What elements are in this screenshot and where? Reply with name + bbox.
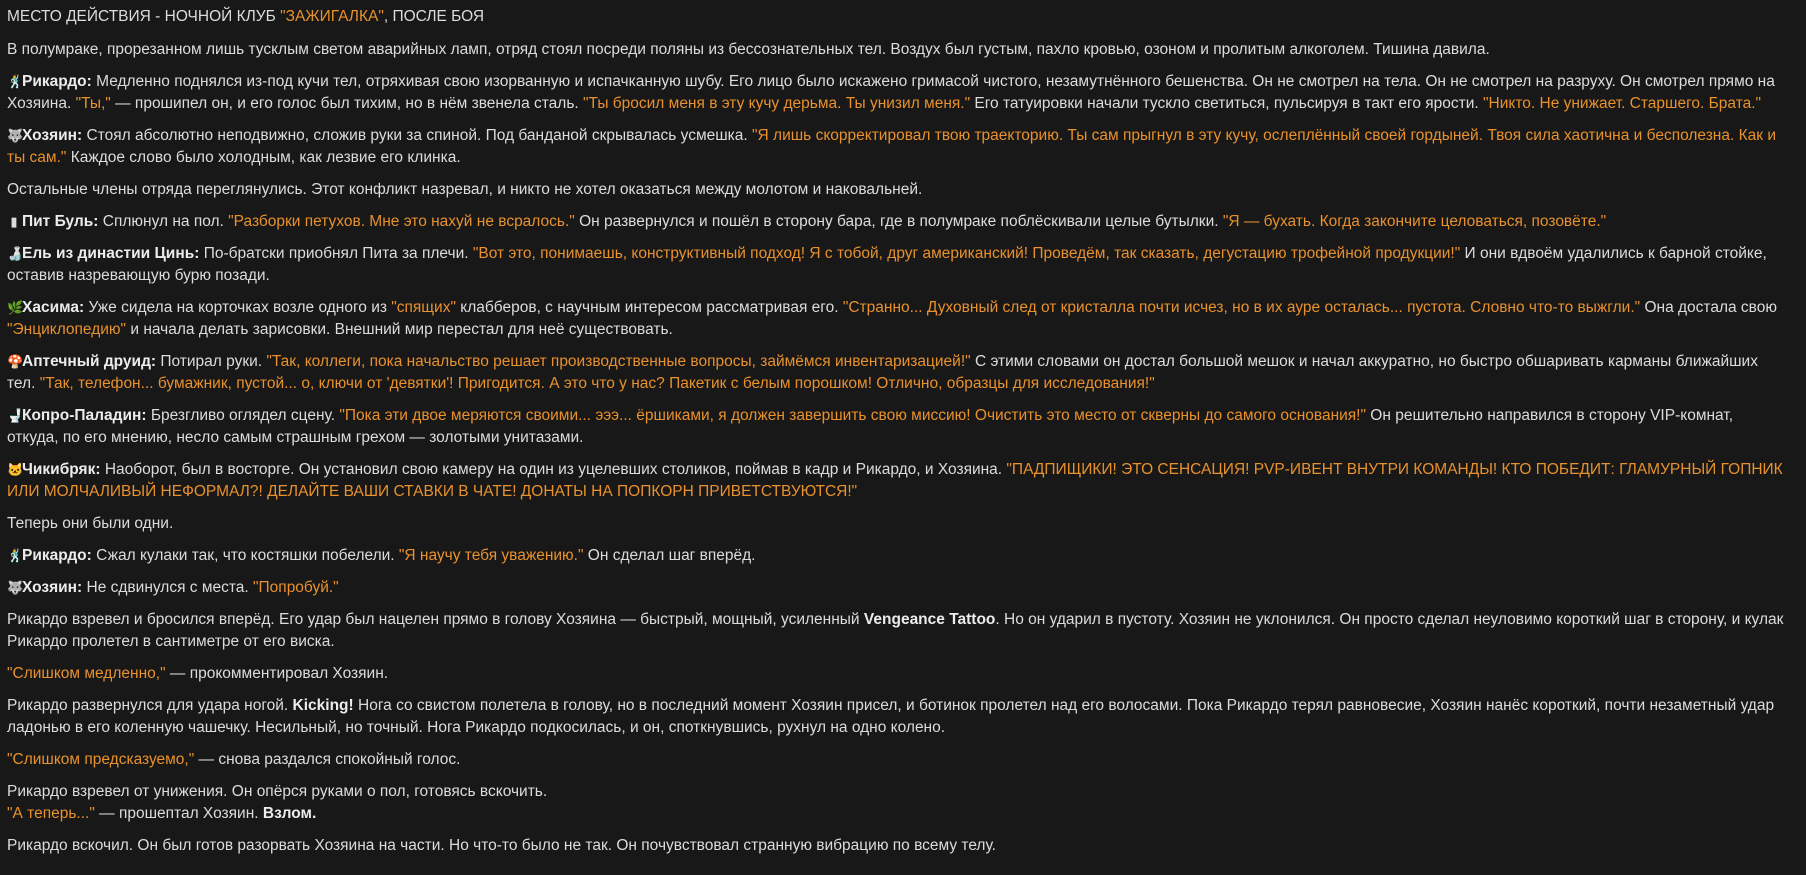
dialogue-quote: "Никто. Не унижает. Старшего. Брата.": [1483, 95, 1762, 112]
mushroom-icon: 🍄: [7, 354, 24, 369]
narration-text: Уже сидела на корточках возле одного из: [84, 299, 392, 316]
wolf-icon: 🐺: [7, 580, 24, 595]
story-paragraph: [7, 351, 1787, 395]
story-paragraph: [7, 459, 1787, 503]
bold-text: Рикардо:: [22, 547, 92, 564]
dialogue-quote: "Я лишь скорректировал твою траекторию. Ты сам прыгнул в эту кучу, ослеплённый своей гордыней. Твоя сила хаотична и бесполезна. Как и ты сам.": [7, 127, 1776, 166]
narration-text: — прошептал Хозяин.: [94, 805, 263, 822]
dialogue-quote: "ПАДПИЩИКИ! ЭТО СЕНСАЦИЯ! PVP-ИВЕНТ ВНУТРИ КОМАНДЫ! КТО ПОБЕДИТ: ГЛАМУРНЫЙ ГОПНИК ИЛИ МОЛЧАЛИВЫЙ НЕФОРМАЛ?! ДЕЛАЙТЕ ВАШИ СТАВКИ В ЧАТЕ! ДОНАТЫ НА ПОПКОРН ПРИВЕТСТВУЮТСЯ!": [7, 461, 1783, 500]
bold-text: Ель из династии Цинь:: [22, 245, 200, 262]
bold-text: Vengeance Tattoo: [863, 611, 996, 628]
bold-text: Аптечный друид:: [22, 353, 157, 370]
narration-text: Наоборот, был в восторге. Он установил свою камеру на один из уцелевших столиков, поймав в кадр и Рикардо, и Хозяина.: [100, 461, 1007, 478]
story-paragraph: [7, 545, 1787, 567]
narration-text: и начала делать зарисовки. Внешний мир перестал для неё существовать.: [126, 321, 673, 338]
story-paragraph: [7, 781, 1787, 825]
narration-text: С этими словами он достал большой мешок и начал аккуратно, но быстро обшаривать карманы ближайших тел.: [7, 353, 1758, 392]
dialogue-quote: "Пока эти двое меряются своими... эээ... ёршиками, я должен завершить свою миссию! Очистить это место от скверны до самого основания!": [339, 407, 1366, 424]
bold-text: Хозяин:: [22, 579, 83, 596]
dialogue-quote: "Так, телефон... бумажник, пустой... о, ключи от 'девятки'! Пригодится. А это что у нас? Пакетик с белым порошком! Отлично, образцы для исследования!": [39, 375, 1155, 392]
narration-text: Не сдвинулся с места.: [82, 579, 254, 596]
narration-text: Теперь они были одни.: [7, 515, 174, 532]
narration-text: Он сделал шаг вперёд.: [583, 547, 756, 564]
bold-text: Взлом.: [262, 805, 317, 822]
toilet-icon: 🚽: [7, 408, 24, 423]
bold-text: Рикардо:: [22, 73, 92, 90]
dialogue-quote: "Вот это, понимаешь, конструктивный подход! Я с тобой, друг американский! Проведём, так сказать, дегустацию трофейной продукции!": [472, 245, 1461, 262]
narration-text: Рикардо взревел и бросился вперёд. Его удар был нацелен прямо в голову Хозяина — быстрый, мощный, усиленный: [7, 611, 864, 628]
bold-text: Хасима:: [22, 299, 85, 316]
narration-text: Рикардо вскочил. Он был готов разорвать Хозяина на части. Но что-то было не так. Он почувствовал странную вибрацию по всему телу.: [7, 837, 996, 854]
narration-text: Он развернулся и пошёл в сторону бара, где в полумраке поблёскивали целые бутылки.: [574, 213, 1223, 230]
narration-text: Рикардо развернулся для удара ногой.: [7, 697, 293, 714]
story-paragraph: [7, 71, 1787, 115]
dialogue-quote: "спящих": [391, 299, 456, 316]
dialogue-quote: "Попробуй.": [253, 579, 339, 596]
narration-text: Сжал кулаки так, что костяшки побелели.: [91, 547, 399, 564]
dialogue-quote: "Разборки петухов. Мне это нахуй не всралось.": [228, 213, 575, 230]
dialogue-quote: "Слишком медленно,": [7, 665, 166, 682]
narration-text: Потирал руки.: [156, 353, 267, 370]
narration-text: Остальные члены отряда переглянулись. Этот конфликт назревал, и никто не хотел оказаться между молотом и наковальней.: [7, 181, 923, 198]
narration-text: , ПОСЛЕ БОЯ: [383, 8, 485, 25]
narration-text: Его татуировки начали тускло светиться, пульсируя в такт его ярости.: [970, 95, 1484, 112]
dialogue-quote: "Так, коллеги, пока начальство решает производственные вопросы, займёмся инвентаризацией!": [266, 353, 971, 370]
narration-text: Стоял абсолютно неподвижно, сложив руки за спиной. Под банданой скрывалась усмешка.: [82, 127, 753, 144]
story-paragraph: [7, 405, 1787, 449]
narration-text: Нога со свистом полетела в голову, но в последний момент Хозяин присел, и ботинок пролетел над его волосами. Пока Рикардо терял равновесие, Хозяин нанёс короткий, почти незаметный удар ладонью в его коленную чашечку. Несильный, но точный. Нога Рикардо подкосилась, и он, споткнувшись, рухнул на одно колено.: [7, 697, 1775, 736]
narration-text: Она достала свою: [1640, 299, 1777, 316]
dialogue-quote: "Ты,": [75, 95, 111, 112]
bold-text: Чикибряк:: [22, 461, 101, 478]
narration-text: Он решительно направился в сторону VIP-комнат, откуда, по его мнению, несло самым страшным грехом — золотыми унитазами.: [7, 407, 1733, 446]
story-paragraph: [7, 577, 1787, 599]
narration-text: — снова раздался спокойный голос.: [194, 751, 461, 768]
wolf-icon: 🐺: [7, 128, 24, 143]
story-paragraph: [7, 125, 1787, 169]
dialogue-quote: "Я научу тебя уважению.": [398, 547, 584, 564]
person-dancing-icon: 🕺: [7, 548, 24, 563]
dialogue-quote: "Я — бухать. Когда закончите целоваться, позовёте.": [1222, 213, 1607, 230]
story-paragraph: [7, 609, 1787, 653]
story-paragraph: [7, 663, 1787, 685]
narration-text: — прошипел он, и его голос был тихим, но в нём звенела сталь.: [110, 95, 584, 112]
narration-text: Каждое слово было холодным, как лезвие его клинка.: [66, 149, 461, 166]
narration-text: . Но он ударил в пустоту. Хозяин не уклонился. Он просто сделал неуловимо короткий шаг в сторону, и кулак Рикардо пролетел в сантиметре от его виска.: [7, 611, 1784, 650]
narration-text: Медленно поднялся из-под кучи тел, отряхивая свою изорванную и испачканную шубу. Его лицо было искажено гримасой чистого, незамутнённого бешенства. Он не смотрел на тела. Он не смотрел на разруху. Он смотрел прямо на Хозяина.: [7, 73, 1775, 112]
scene-heading: [7, 6, 1787, 28]
narration-text: И они вдвоём удалились к барной стойке, оставив назревающую бурю позади.: [7, 245, 1767, 284]
story-paragraph: [7, 243, 1787, 287]
sake-icon: 🍶: [7, 246, 24, 261]
story-paragraph: [7, 39, 1787, 61]
story-paragraph: [7, 513, 1787, 535]
narration-text: В полумраке, прорезанном лишь тусклым светом аварийных ламп, отряд стоял посреди поляны из бессознательных тел. Воздух был густым, пахло кровью, озоном и пролитым алкоголем. Тишина давила.: [7, 41, 1490, 58]
story-paragraph: [7, 749, 1787, 771]
narration-text: Сплюнул на пол.: [98, 213, 229, 230]
dialogue-quote: "Странно... Духовный след от кристалла почти исчез, но в их ауре осталась... пустота. Словно что-то выжгли.": [842, 299, 1641, 316]
narration-text: МЕСТО ДЕЙСТВИЯ - НОЧНОЙ КЛУБ: [7, 8, 281, 25]
narration-text: — прокомментировал Хозяин.: [165, 665, 389, 682]
bold-text: Пит Буль:: [22, 213, 99, 230]
dialogue-quote: "ЗАЖИГАЛКА": [280, 8, 384, 25]
story-paragraph: [7, 211, 1787, 233]
story-paragraph: [7, 835, 1787, 857]
herb-icon: 🌿: [7, 300, 24, 315]
bold-text: Kicking!: [292, 697, 354, 714]
bottle-icon: ▮: [10, 214, 18, 229]
dialogue-quote: "Энциклопедию": [7, 321, 127, 338]
narration-text: Рикардо взревел от унижения. Он опёрся руками о пол, готовясь вскочить.: [7, 783, 548, 800]
dialogue-quote: "Слишком предсказуемо,": [7, 751, 195, 768]
dialogue-quote: "Ты бросил меня в эту кучу дерьма. Ты унизил меня.": [583, 95, 971, 112]
bold-text: Копро-Паладин:: [22, 407, 147, 424]
dialogue-quote: "А теперь...": [7, 805, 95, 822]
bold-text: Хозяин:: [22, 127, 83, 144]
story-paragraph: [7, 695, 1787, 739]
story-paragraph: [7, 297, 1787, 341]
cat-icon: 🐱: [7, 462, 24, 477]
narration-text: По-братски приобнял Пита за плечи.: [199, 245, 473, 262]
story-paragraph: [7, 179, 1787, 201]
narration-text: клабберов, с научным интересом рассматривая его.: [455, 299, 843, 316]
person-dancing-icon: 🕺: [7, 74, 24, 89]
narration-text: Брезгливо оглядел сцену.: [146, 407, 340, 424]
